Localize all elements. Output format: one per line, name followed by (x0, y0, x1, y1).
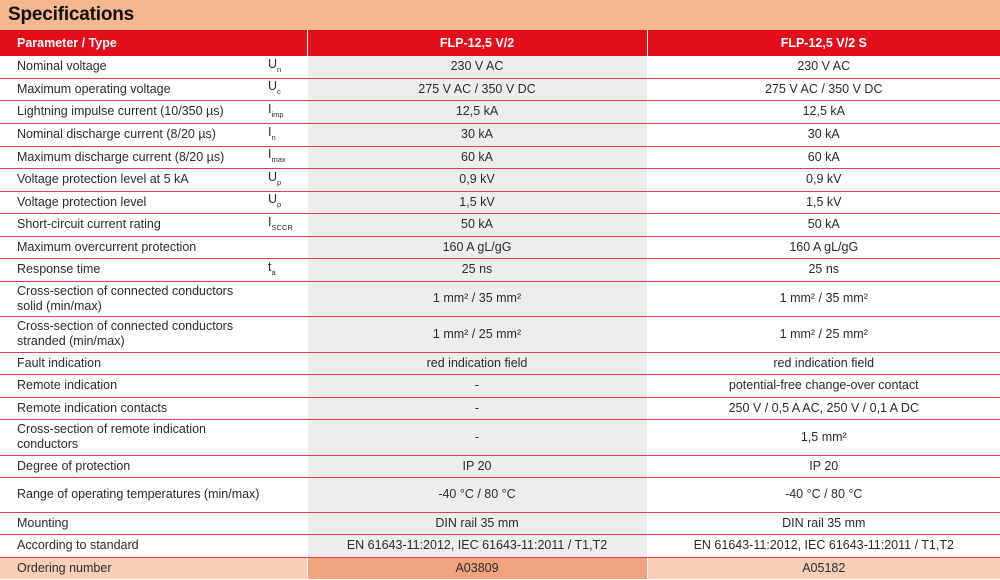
value-model-a: red indication field (307, 352, 647, 374)
param-name: Response time (0, 258, 262, 281)
value-model-b: 230 V AC (647, 56, 1000, 78)
table-row (0, 56, 1000, 78)
value-model-a: 275 V AC / 350 V DC (307, 78, 647, 100)
table-row (0, 168, 1000, 191)
table-row (0, 419, 1000, 455)
ordering-label: Ordering number (0, 557, 307, 579)
table-row (0, 213, 1000, 236)
value-model-b: potential-free change-over contact (647, 374, 1000, 397)
table-row (0, 455, 1000, 477)
value-model-a: 1 mm² / 25 mm² (307, 316, 647, 352)
param-name: Cross-section of remote indication conductors (0, 419, 262, 455)
param-symbol-cell (262, 258, 307, 281)
symbol-letter: U (268, 169, 278, 184)
param-symbol-cell (262, 397, 307, 419)
table-row (0, 477, 1000, 512)
value-model-a: 160 A gL/gG (307, 236, 647, 258)
symbol-subscript: c (277, 87, 281, 96)
value-model-a: 1 mm² / 35 mm² (307, 281, 647, 316)
value-model-b: 1,5 kV (647, 191, 1000, 213)
spec-table (0, 30, 1000, 579)
param-symbol-cell (262, 316, 307, 352)
value-model-a: 230 V AC (307, 56, 647, 78)
title-bar (0, 0, 1000, 30)
table-row (0, 236, 1000, 258)
table-row (0, 191, 1000, 213)
param-symbol-cell (262, 419, 307, 455)
param-name: Short-circuit current rating (0, 213, 262, 236)
symbol-subscript: n (271, 132, 276, 142)
param-name: Voltage protection level at 5 kA (0, 168, 262, 191)
param-name: Cross-section of connected conductors solid (min/max) (0, 281, 262, 316)
table-row (0, 78, 1000, 100)
header-model-a: FLP-12,5 V/2 (307, 30, 647, 56)
table-row (0, 397, 1000, 419)
symbol-letter: I (268, 147, 272, 161)
param-name: Remote indication (0, 374, 262, 397)
symbol-subscript: n (277, 64, 282, 74)
param-name: Fault indication (0, 352, 262, 374)
param-name: Remote indication contacts (0, 397, 262, 419)
value-model-a: DIN rail 35 mm (307, 512, 647, 534)
value-model-b: 50 kA (647, 213, 1000, 236)
table-row (0, 512, 1000, 534)
param-symbol-cell (262, 168, 307, 191)
value-model-b: 12,5 kA (647, 100, 1000, 123)
value-model-b: 1,5 mm² (647, 419, 1000, 455)
param-symbol (268, 102, 284, 122)
param-symbol (268, 170, 281, 190)
value-model-a: EN 61643-11:2012, IEC 61643-11:2011 / T1,T2 (307, 534, 647, 557)
table-row (0, 374, 1000, 397)
param-symbol-cell (262, 512, 307, 534)
value-model-a: 0,9 kV (307, 168, 647, 191)
value-model-b: 250 V / 0,5 A AC, 250 V / 0,1 A DC (647, 397, 1000, 419)
value-model-b: 60 kA (647, 146, 1000, 168)
value-model-a: - (307, 397, 647, 419)
value-model-a: 60 kA (307, 146, 647, 168)
header-model-b: FLP-12,5 V/2 S (647, 30, 1000, 56)
spec-body (0, 56, 1000, 579)
param-name: Voltage protection level (0, 191, 262, 213)
param-name: Mounting (0, 512, 262, 534)
param-symbol-cell (262, 281, 307, 316)
param-symbol (268, 79, 281, 99)
param-symbol (268, 260, 276, 280)
value-model-b: 1 mm² / 25 mm² (647, 316, 1000, 352)
symbol-letter: t (268, 259, 272, 274)
param-symbol-cell (262, 146, 307, 168)
table-row (0, 316, 1000, 352)
param-name: Nominal voltage (0, 56, 262, 78)
symbol-letter: I (268, 101, 272, 116)
param-symbol (268, 147, 286, 167)
symbol-subscript: SCCR (271, 222, 293, 232)
value-model-a: - (307, 374, 647, 397)
value-model-b: 1 mm² / 35 mm² (647, 281, 1000, 316)
value-model-b: EN 61643-11:2012, IEC 61643-11:2011 / T1,T2 (647, 534, 1000, 557)
param-symbol (268, 125, 276, 145)
table-header-row (0, 30, 1000, 56)
value-model-b: DIN rail 35 mm (647, 512, 1000, 534)
table-row (0, 352, 1000, 374)
param-name: According to standard (0, 534, 262, 557)
param-name: Cross-section of connected conductors stranded (min/max) (0, 316, 262, 352)
value-model-a: -40 °C / 80 °C (307, 477, 647, 512)
param-symbol-cell (262, 352, 307, 374)
symbol-subscript: a (271, 267, 276, 277)
value-model-a: 30 kA (307, 123, 647, 146)
param-symbol-cell (262, 213, 307, 236)
value-model-b: 30 kA (647, 123, 1000, 146)
value-model-a: 50 kA (307, 213, 647, 236)
param-symbol (268, 215, 293, 235)
symbol-subscript: max (271, 155, 286, 164)
symbol-subscript: p (277, 200, 282, 209)
table-row (0, 146, 1000, 168)
param-symbol-cell (262, 100, 307, 123)
param-symbol-cell (262, 123, 307, 146)
value-model-b: 25 ns (647, 258, 1000, 281)
value-model-b: IP 20 (647, 455, 1000, 477)
param-symbol-cell (262, 374, 307, 397)
symbol-letter: U (268, 79, 278, 93)
ordering-number-a: A03809 (307, 557, 647, 579)
ordering-number-b: A05182 (647, 557, 1000, 579)
header-param: Parameter / Type (0, 30, 307, 56)
param-name: Range of operating temperatures (min/max) (0, 477, 262, 512)
param-symbol-cell (262, 56, 307, 78)
param-name: Maximum overcurrent protection (0, 236, 262, 258)
param-name: Maximum operating voltage (0, 78, 262, 100)
param-symbol-cell (262, 534, 307, 557)
param-symbol-cell (262, 78, 307, 100)
symbol-letter: I (268, 124, 272, 139)
symbol-letter: U (268, 56, 278, 71)
value-model-a: 1,5 kV (307, 191, 647, 213)
param-name: Nominal discharge current (8/20 µs) (0, 123, 262, 146)
value-model-a: IP 20 (307, 455, 647, 477)
value-model-a: 12,5 kA (307, 100, 647, 123)
value-model-b: -40 °C / 80 °C (647, 477, 1000, 512)
param-name: Lightning impulse current (10/350 µs) (0, 100, 262, 123)
value-model-a: - (307, 419, 647, 455)
symbol-subscript: imp (271, 109, 284, 119)
param-symbol (268, 57, 281, 77)
param-symbol-cell (262, 477, 307, 512)
table-row (0, 534, 1000, 557)
value-model-b: 275 V AC / 350 V DC (647, 78, 1000, 100)
table-row (0, 100, 1000, 123)
ordering-row (0, 557, 1000, 579)
value-model-b: 160 A gL/gG (647, 236, 1000, 258)
symbol-letter: U (268, 192, 278, 206)
symbol-letter: I (268, 214, 272, 229)
value-model-a: 25 ns (307, 258, 647, 281)
page-title: Specifications (8, 4, 135, 25)
param-name: Maximum discharge current (8/20 µs) (0, 146, 262, 168)
value-model-b: red indication field (647, 352, 1000, 374)
param-symbol (268, 192, 281, 212)
param-symbol-cell (262, 455, 307, 477)
symbol-subscript: p (277, 177, 282, 187)
table-row (0, 281, 1000, 316)
param-symbol-cell (262, 191, 307, 213)
param-symbol-cell (262, 236, 307, 258)
table-row (0, 258, 1000, 281)
value-model-b: 0,9 kV (647, 168, 1000, 191)
param-name: Degree of protection (0, 455, 262, 477)
table-row (0, 123, 1000, 146)
